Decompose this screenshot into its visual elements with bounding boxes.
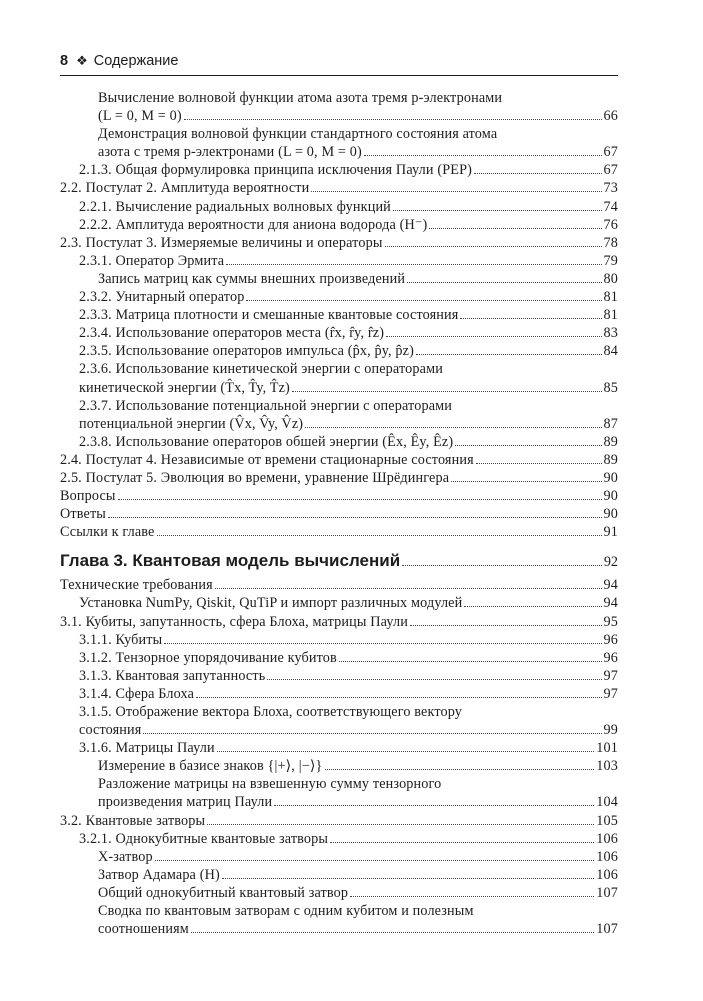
- toc-page-number: 90: [603, 506, 618, 523]
- dot-leader: [267, 679, 601, 680]
- dot-leader: [429, 228, 601, 229]
- toc-page-number: 66: [603, 108, 618, 125]
- dot-leader: [350, 896, 594, 897]
- toc-page-number: 80: [603, 270, 618, 287]
- dot-leader: [118, 499, 602, 500]
- toc-entry[interactable]: [60, 866, 618, 884]
- toc-entry[interactable]: [60, 469, 618, 487]
- toc-page-number: 87: [603, 415, 618, 432]
- toc-entry[interactable]: [60, 848, 618, 866]
- dot-leader: [305, 427, 601, 428]
- dot-leader: [410, 625, 602, 626]
- toc-page-number: 90: [603, 469, 618, 486]
- toc-entry[interactable]: [60, 179, 618, 197]
- dot-leader: [330, 842, 594, 843]
- dot-leader: [222, 878, 594, 879]
- toc-entry[interactable]: [60, 884, 618, 902]
- toc-entry[interactable]: [60, 631, 618, 649]
- dot-leader: [416, 354, 602, 355]
- dot-leader: [385, 246, 602, 247]
- toc-entry[interactable]: [60, 523, 618, 541]
- table-of-contents: [60, 89, 618, 938]
- toc-entry-title: 2.5. Постулат 5. Эволюция во времени, уравнение Шрёдингера: [60, 469, 450, 486]
- toc-page-number: 89: [603, 451, 618, 468]
- toc-entry-title: 3.2.1. Однокубитные квантовые затворы: [79, 830, 329, 847]
- toc-entry[interactable]: [60, 89, 618, 125]
- toc-entry-title: Глава 3. Квантовая модель вычислений: [60, 551, 401, 571]
- toc-entry[interactable]: [60, 649, 618, 667]
- header-rule: [60, 75, 618, 76]
- toc-entry-title: 3.1. Кубиты, запутанность, сфера Блоха, матрицы Паули: [60, 613, 408, 630]
- toc-page-number: 95: [603, 613, 618, 630]
- toc-page-number: 83: [603, 325, 618, 342]
- toc-entry[interactable]: [60, 594, 618, 612]
- toc-entry[interactable]: [60, 505, 618, 523]
- toc-entry-title: 2.2.1. Вычисление радиальных волновых функций: [79, 198, 391, 215]
- toc-page-number: 91: [603, 524, 618, 541]
- toc-entry[interactable]: [60, 576, 618, 594]
- toc-entry-title: Ответы: [60, 506, 106, 523]
- toc-entry[interactable]: [60, 703, 618, 739]
- dot-leader: [407, 282, 601, 283]
- toc-entry-title: X-затвор: [98, 848, 153, 865]
- toc-entry-title: Установка NumPy, Qiskit, QuTiP и импорт различных модулей: [79, 595, 463, 612]
- toc-entry-title: (L = 0, M = 0): [98, 108, 182, 125]
- toc-entry[interactable]: [60, 487, 618, 505]
- toc-page-number: 107: [596, 884, 618, 901]
- toc-entry-title: Общий однокубитный квантовый затвор: [98, 884, 349, 901]
- toc-page-number: 107: [596, 921, 618, 938]
- toc-entry-title: 3.1.4. Сфера Блоха: [79, 685, 195, 702]
- toc-page-number: 101: [596, 740, 618, 757]
- toc-page-number: 97: [603, 685, 618, 702]
- toc-entry-title: 2.3.1. Оператор Эрмита: [79, 252, 225, 269]
- dot-leader: [191, 932, 594, 933]
- toc-entry-title: соотношениям: [98, 921, 189, 938]
- dot-leader: [274, 805, 594, 806]
- dot-leader: [460, 318, 601, 319]
- toc-entry-title: состояния: [79, 722, 142, 739]
- dot-leader: [339, 661, 602, 662]
- toc-entry-title: 2.3.5. Использование операторов импульса (p̂x, p̂y, p̂z): [79, 343, 414, 360]
- toc-entry[interactable]: [60, 270, 618, 288]
- dot-leader: [476, 463, 602, 464]
- toc-entry[interactable]: [60, 360, 618, 396]
- toc-entry-title: Вычисление волновой функции атома азота тремя p-электронами: [98, 90, 503, 106]
- toc-entry-title: 3.1.1. Кубиты: [79, 631, 163, 648]
- toc-page-number: 96: [603, 631, 618, 648]
- toc-entry[interactable]: [60, 306, 618, 324]
- toc-entry-title: 2.3.8. Использование операторов обшей энергии (Êx, Êy, Êz): [79, 433, 454, 450]
- dot-leader: [386, 336, 601, 337]
- toc-page-number: 92: [603, 554, 618, 571]
- dot-leader: [393, 210, 602, 211]
- toc-page-number: 103: [596, 758, 618, 775]
- toc-entry-title: произведения матриц Паули: [98, 794, 273, 811]
- toc-entry[interactable]: [60, 757, 618, 775]
- toc-page-number: 84: [603, 343, 618, 360]
- toc-page-number: 94: [603, 595, 618, 612]
- toc-page-number: 78: [603, 234, 618, 251]
- toc-page-number: 79: [603, 252, 618, 269]
- dot-leader: [217, 751, 595, 752]
- toc-page-number: 105: [596, 812, 618, 829]
- toc-entry-title: 2.2.2. Амплитуда вероятности для аниона водорода (H⁻): [79, 216, 428, 233]
- dot-leader: [455, 445, 601, 446]
- toc-entry[interactable]: [60, 613, 618, 631]
- toc-entry-title: 3.1.6. Матрицы Паули: [79, 740, 215, 757]
- toc-entry[interactable]: [60, 775, 618, 811]
- dot-leader: [164, 643, 601, 644]
- toc-entry-title: Разложение матрицы на взвешенную сумму тензорного: [98, 776, 442, 793]
- toc-entry-title: Вопросы: [60, 488, 116, 505]
- toc-entry[interactable]: [60, 397, 618, 433]
- toc-entry-title: 2.3.2. Унитарный оператор: [79, 289, 245, 306]
- toc-entry-title: Ссылки к главе: [60, 524, 155, 541]
- toc-entry[interactable]: [60, 198, 618, 216]
- dot-leader: [311, 191, 601, 192]
- toc-entry-title: Демонстрация волновой функции стандартного состояния атома: [98, 126, 498, 143]
- toc-entry[interactable]: [60, 125, 618, 161]
- toc-entry-title: 2.3.3. Матрица плотности и смешанные квантовые состояния: [79, 307, 459, 324]
- toc-entry-title: 2.3.7. Использование потенциальной энергии с операторами: [79, 397, 453, 414]
- toc-page-number: 85: [603, 379, 618, 396]
- dot-leader: [155, 860, 595, 861]
- toc-entry[interactable]: [60, 342, 618, 360]
- toc-page-number: 90: [603, 488, 618, 505]
- toc-entry-title: Технические требования: [60, 577, 213, 594]
- running-title: Содержание: [93, 53, 179, 69]
- toc-entry-title: Сводка по квантовым затворам с одним кубитом и полезным: [98, 903, 474, 920]
- toc-page-number: 76: [603, 216, 618, 233]
- toc-page-number: 67: [603, 144, 618, 161]
- toc-entry[interactable]: [60, 739, 618, 757]
- dot-leader: [364, 155, 602, 156]
- toc-entry-title: 3.1.5. Отображение вектора Блоха, соответствующего вектору: [79, 704, 463, 720]
- dot-leader: [207, 824, 594, 825]
- dot-leader: [157, 535, 602, 536]
- toc-page-number: 96: [603, 649, 618, 666]
- toc-entry[interactable]: [60, 234, 618, 252]
- toc-page-number: 67: [603, 162, 618, 179]
- toc-page-number: 99: [603, 722, 618, 739]
- page-number: 8: [60, 53, 69, 69]
- dot-leader: [325, 769, 595, 770]
- toc-entry-title: 3.1.3. Квантовая запутанность: [79, 667, 266, 684]
- dot-leader: [402, 565, 602, 566]
- toc-entry[interactable]: [60, 812, 618, 830]
- toc-page-number: 81: [603, 289, 618, 306]
- dot-leader: [246, 300, 601, 301]
- toc-entry-title: азота с тремя p-электронами (L = 0, M = 0): [98, 144, 362, 161]
- dot-leader: [108, 517, 602, 518]
- dot-leader: [226, 264, 601, 265]
- toc-chapter[interactable]: [60, 550, 618, 573]
- toc-entry-title: Запись матриц как суммы внешних произведений: [98, 270, 406, 287]
- toc-page-number: 74: [603, 198, 618, 215]
- toc-page-number: 106: [596, 866, 618, 883]
- dot-leader: [196, 697, 601, 698]
- toc-page-number: 73: [603, 180, 618, 197]
- toc-entry-title: 2.4. Постулат 4. Независимые от времени стационарные состояния: [60, 451, 474, 468]
- toc-entry-title: 3.1.2. Тензорное упорядочивание кубитов: [79, 649, 337, 666]
- toc-entry-title: кинетической энергии (T̂x, T̂y, T̂z): [79, 379, 290, 396]
- toc-entry[interactable]: [60, 667, 618, 685]
- page-header: [60, 50, 178, 72]
- toc-page-number: 81: [603, 307, 618, 324]
- toc-entry-title: 2.3.6. Использование кинетической энергии с операторами: [79, 361, 443, 378]
- toc-entry[interactable]: [60, 252, 618, 270]
- diamond-separator-icon: ❖: [76, 53, 88, 68]
- toc-entry[interactable]: [60, 161, 618, 179]
- toc-entry[interactable]: [60, 216, 618, 234]
- dot-leader: [292, 391, 602, 392]
- toc-entry-title: 2.2. Постулат 2. Амплитуда вероятности: [60, 180, 310, 197]
- dot-leader: [215, 588, 602, 589]
- toc-entry[interactable]: [60, 830, 618, 848]
- toc-entry[interactable]: [60, 324, 618, 342]
- toc-entry-title: 2.1.3. Общая формулировка принципа исключения Паули (PEP): [79, 162, 472, 179]
- dot-leader: [451, 481, 601, 482]
- dot-leader: [143, 733, 601, 734]
- dot-leader: [474, 173, 602, 174]
- toc-page-number: 106: [596, 848, 618, 865]
- toc-entry-title: Затвор Адамара (H): [98, 866, 220, 883]
- toc-entry-title: 2.3. Постулат 3. Измеряемые величины и операторы: [60, 234, 383, 251]
- dot-leader: [184, 119, 602, 120]
- toc-entry-title: 2.3.4. Использование операторов места (r̂x, r̂y, r̂z): [79, 325, 385, 342]
- dot-leader: [464, 606, 601, 607]
- toc-entry[interactable]: [60, 288, 618, 306]
- toc-page-number: 104: [596, 794, 618, 811]
- toc-page-number: 97: [603, 667, 618, 684]
- toc-page-number: 94: [603, 577, 618, 594]
- toc-entry[interactable]: [60, 433, 618, 451]
- toc-entry-title: 3.2. Квантовые затворы: [60, 812, 206, 829]
- toc-entry[interactable]: [60, 902, 618, 938]
- toc-entry-title: потенциальной энергии (V̂x, V̂y, V̂z): [79, 415, 304, 432]
- toc-entry[interactable]: [60, 451, 618, 469]
- toc-page-number: 89: [603, 433, 618, 450]
- toc-entry[interactable]: [60, 685, 618, 703]
- toc-page-number: 106: [596, 830, 618, 847]
- toc-entry-title: Измерение в базисе знаков {|+⟩, |−⟩}: [98, 758, 323, 775]
